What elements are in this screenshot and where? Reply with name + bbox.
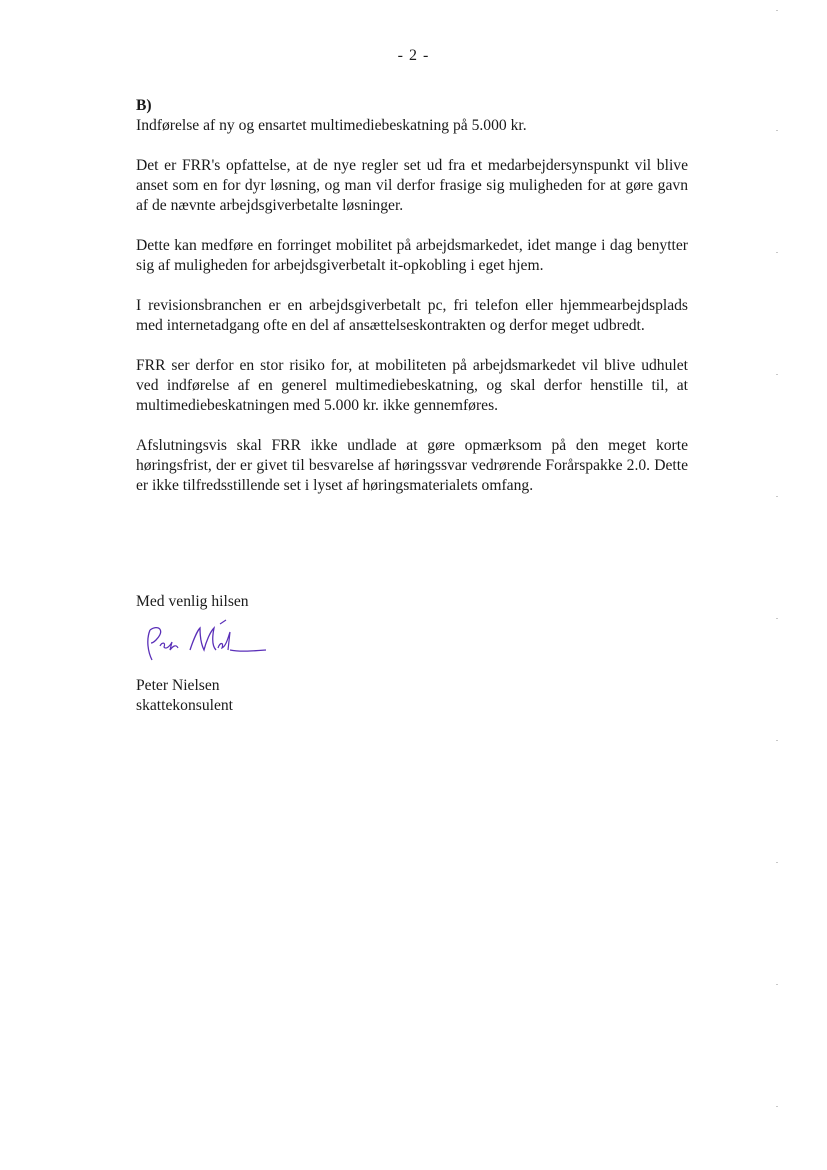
signer-block [136, 676, 233, 716]
paragraph-heading: Indførelse af ny og ensartet multimediebeskatning på 5.000 kr. [136, 117, 527, 134]
scan-margin-mark [776, 984, 778, 985]
paragraph: FRR ser derfor en stor risiko for, at mobiliteten på arbejdsmarkedet vil blive udhulet ved indførelse af en generel multimediebeskatning, og skal derfor henstille til, at multimediebeskatningen med 5.000 kr. ikke gennemføres. [136, 357, 688, 414]
scan-margin-mark [776, 496, 778, 497]
closing-salutation: Med venlig hilsen [136, 593, 249, 610]
signer-name: Peter Nielsen [136, 677, 220, 694]
letter-body [136, 96, 688, 516]
scan-margin-mark [776, 862, 778, 863]
scan-margin-mark [776, 130, 778, 131]
paragraph: Afslutningsvis skal FRR ikke undlade at gøre opmærksom på den meget korte høringsfrist, der er givet til besvarelse af høringssvar vedrørende Forårspakke 2.0. Dette er ikke tilfredsstillende set i lyset af høringsmaterialets omfang. [136, 437, 688, 494]
scan-margin-mark [776, 10, 778, 11]
paragraph: Det er FRR's opfattelse, at de nye regler set ud fra et medarbejdersynspunkt vil blive anset som en for dyr løsning, og man vil derfor frasige sig muligheden for at gøre gavn af de nævnte arbejdsgiverbetalte løsninger. [136, 157, 688, 214]
handwritten-signature [140, 616, 270, 666]
scan-margin-mark [776, 740, 778, 741]
section-label: B) [136, 97, 152, 114]
scan-margin-mark [776, 1106, 778, 1107]
paragraph: Dette kan medføre en forringet mobilitet på arbejdsmarkedet, idet mange i dag benytter sig af muligheden for arbejdsgiverbetalt it-opkobling i eget hjem. [136, 237, 688, 274]
page-number: - 2 - [397, 47, 430, 64]
scan-margin-mark [776, 618, 778, 619]
scan-margin-mark [776, 374, 778, 375]
scan-margin-mark [776, 252, 778, 253]
paragraph: I revisionsbranchen er en arbejdsgiverbetalt pc, fri telefon eller hjemmearbejdsplads med internetadgang ofte en del af ansættelseskontrakten og derfor meget udbredt. [136, 297, 688, 334]
signer-title: skattekonsulent [136, 697, 234, 714]
